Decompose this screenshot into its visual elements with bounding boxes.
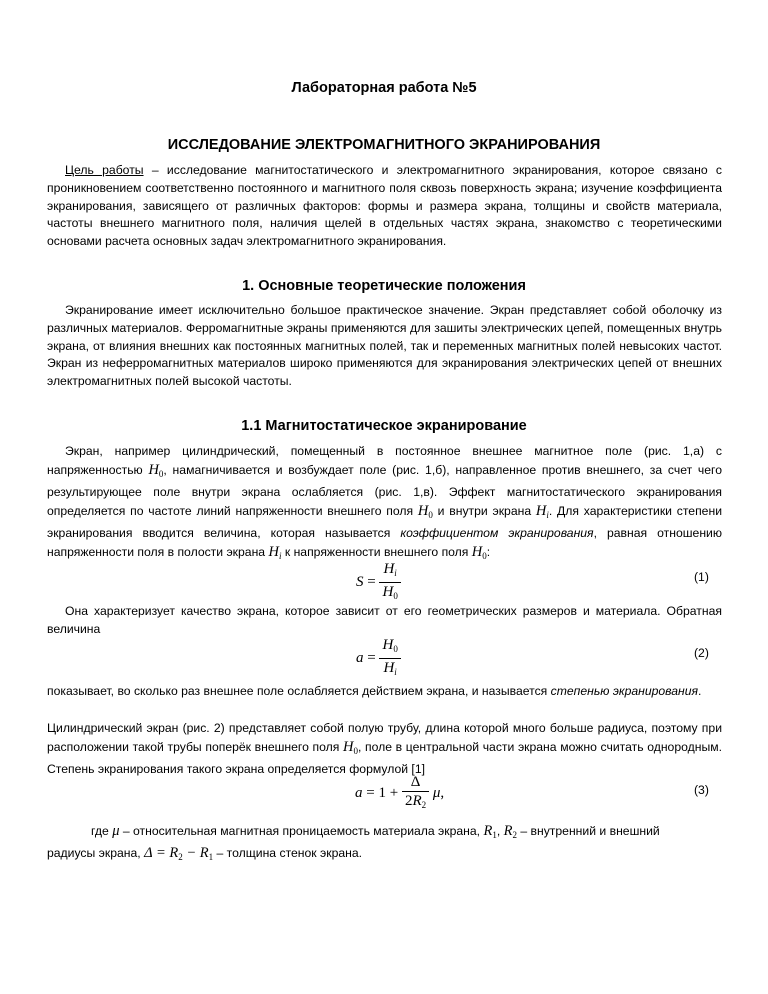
equation-2: a = $\frac{H_0}{H_i}$ bbox=[356, 636, 401, 681]
main-title: ИССЛЕДОВАНИЕ ЭЛЕКТРОМАГНИТНОГО ЭКРАНИРОВАНИЯ bbox=[167, 137, 601, 153]
h0-symbol: $H_0$ bbox=[417, 502, 433, 520]
r2-symbol: $R_2$ bbox=[503, 823, 517, 840]
h0-symbol: $H_0$ bbox=[342, 738, 358, 756]
section1-paragraph: Экранирование имеет исключительно большое практическое значение. Экран представляет собой оболочку из различных материалов. Ферромагнитные экраны применяются для зашиты электрических цепей, помещенных внутрь экрана, от влияния внешних как постоянных магнитных полей, так и переменных магнитных полей невысоких частот. Экран из неферромагнитных материалов широко применяются для экранирования электрических цепей от внешних электромагнитных полей высокой частоты. bbox=[47, 303, 722, 389]
section1-title: 1. Основные теоретические положения bbox=[242, 278, 526, 294]
term-shielding-degree: степенью экранирования bbox=[550, 684, 699, 698]
section11-paragraph2: Она характеризует качество экрана, которое зависит от его геометрических размеров и материала. Обратная величина bbox=[47, 604, 722, 636]
hi-symbol: $H_i$ bbox=[535, 502, 549, 520]
h0-symbol: $H_0$ bbox=[148, 461, 164, 479]
term-shielding-coefficient: коэффициентом экранирования bbox=[400, 526, 594, 540]
section11-paragraph1: Экран, например цилиндрический, помещенный в постоянное внешнее магнитное поле (рис. 1,а) с напряженностью $H_0$, намагничивается и возбуждает поле (рис. 1,б), направленное против внешнего, за счет чего результирующее поле внутри экрана ослабляется (рис. 1,в). Эффект магнитостатического экранирования определяется по частоте линий напряженности внешнего поля $H_0$ и внутри экрана $H_i$. Для характеристики степени экранирования вводится величина, которая называется коэффициентом экранирования, равная отношению напряженности поля в полости экрана $H_i$ к напряженности внешнего поля $H_0$: bbox=[47, 444, 722, 561]
goal-text: – исследование магнитостатического и электромагнитного экранирования, которое связано с проникновением соответственно постоянного и магнитного поля сквозь поверхность экрана; изучение коэффициента экранирования, зависящего от различных факторов: формы и размера экрана, толщины и свойств материала, частоты внешнего магнитного поля, наличия щелей в отдельных частях экрана, знакомство с теоретическими основами расчета основных задач электромагнитного экранирования. bbox=[47, 163, 722, 249]
delta-formula: $\Delta = R_2 - R_1$ bbox=[144, 845, 214, 862]
section11-title: 1.1 Магнитостатическое экранирование bbox=[241, 418, 527, 434]
r1-symbol: $R_1$ bbox=[483, 823, 497, 840]
equation-1-number: (1) bbox=[694, 570, 709, 584]
equation-1: S = $\frac{H_i}{H_0}$ bbox=[356, 560, 401, 605]
equation-2-number: (2) bbox=[694, 646, 709, 660]
section11-paragraph5: где μ – относительная магнитная проницаемость материала экрана, $R_1$, $R_2$ – внутренний и внешний bbox=[91, 823, 660, 840]
section11-paragraph6: радиусы экрана, $\Delta = R_2 - R_1$ – толщина стенок экрана. bbox=[47, 845, 363, 862]
section11-paragraph4: Цилиндрический экран (рис. 2) представляет собой полую трубу, длина которой много больше радиуса, поэтому при расположении такой трубы поперёк внешнего поля $H_0$, поле в центральной части экрана можно считать однородным. Степень экранирования такого экрана определяется формулой [1] bbox=[47, 721, 722, 776]
equation-3: a = 1 + $\frac{\Delta}{2R_2}$ μ, bbox=[355, 774, 445, 810]
goal-paragraph bbox=[47, 162, 722, 251]
lab-title: Лабораторная работа №5 bbox=[291, 80, 477, 96]
goal-label: Цель работы bbox=[65, 163, 144, 177]
equation-3-number: (3) bbox=[694, 783, 709, 797]
hi-symbol: $H_i$ bbox=[268, 543, 282, 561]
mu-symbol: μ bbox=[112, 823, 120, 839]
h0-symbol: $H_0$ bbox=[471, 543, 487, 561]
section11-paragraph3: показывает, во сколько раз внешнее поле ослабляется действием экрана, и называется степенью экранирования. bbox=[47, 684, 702, 698]
